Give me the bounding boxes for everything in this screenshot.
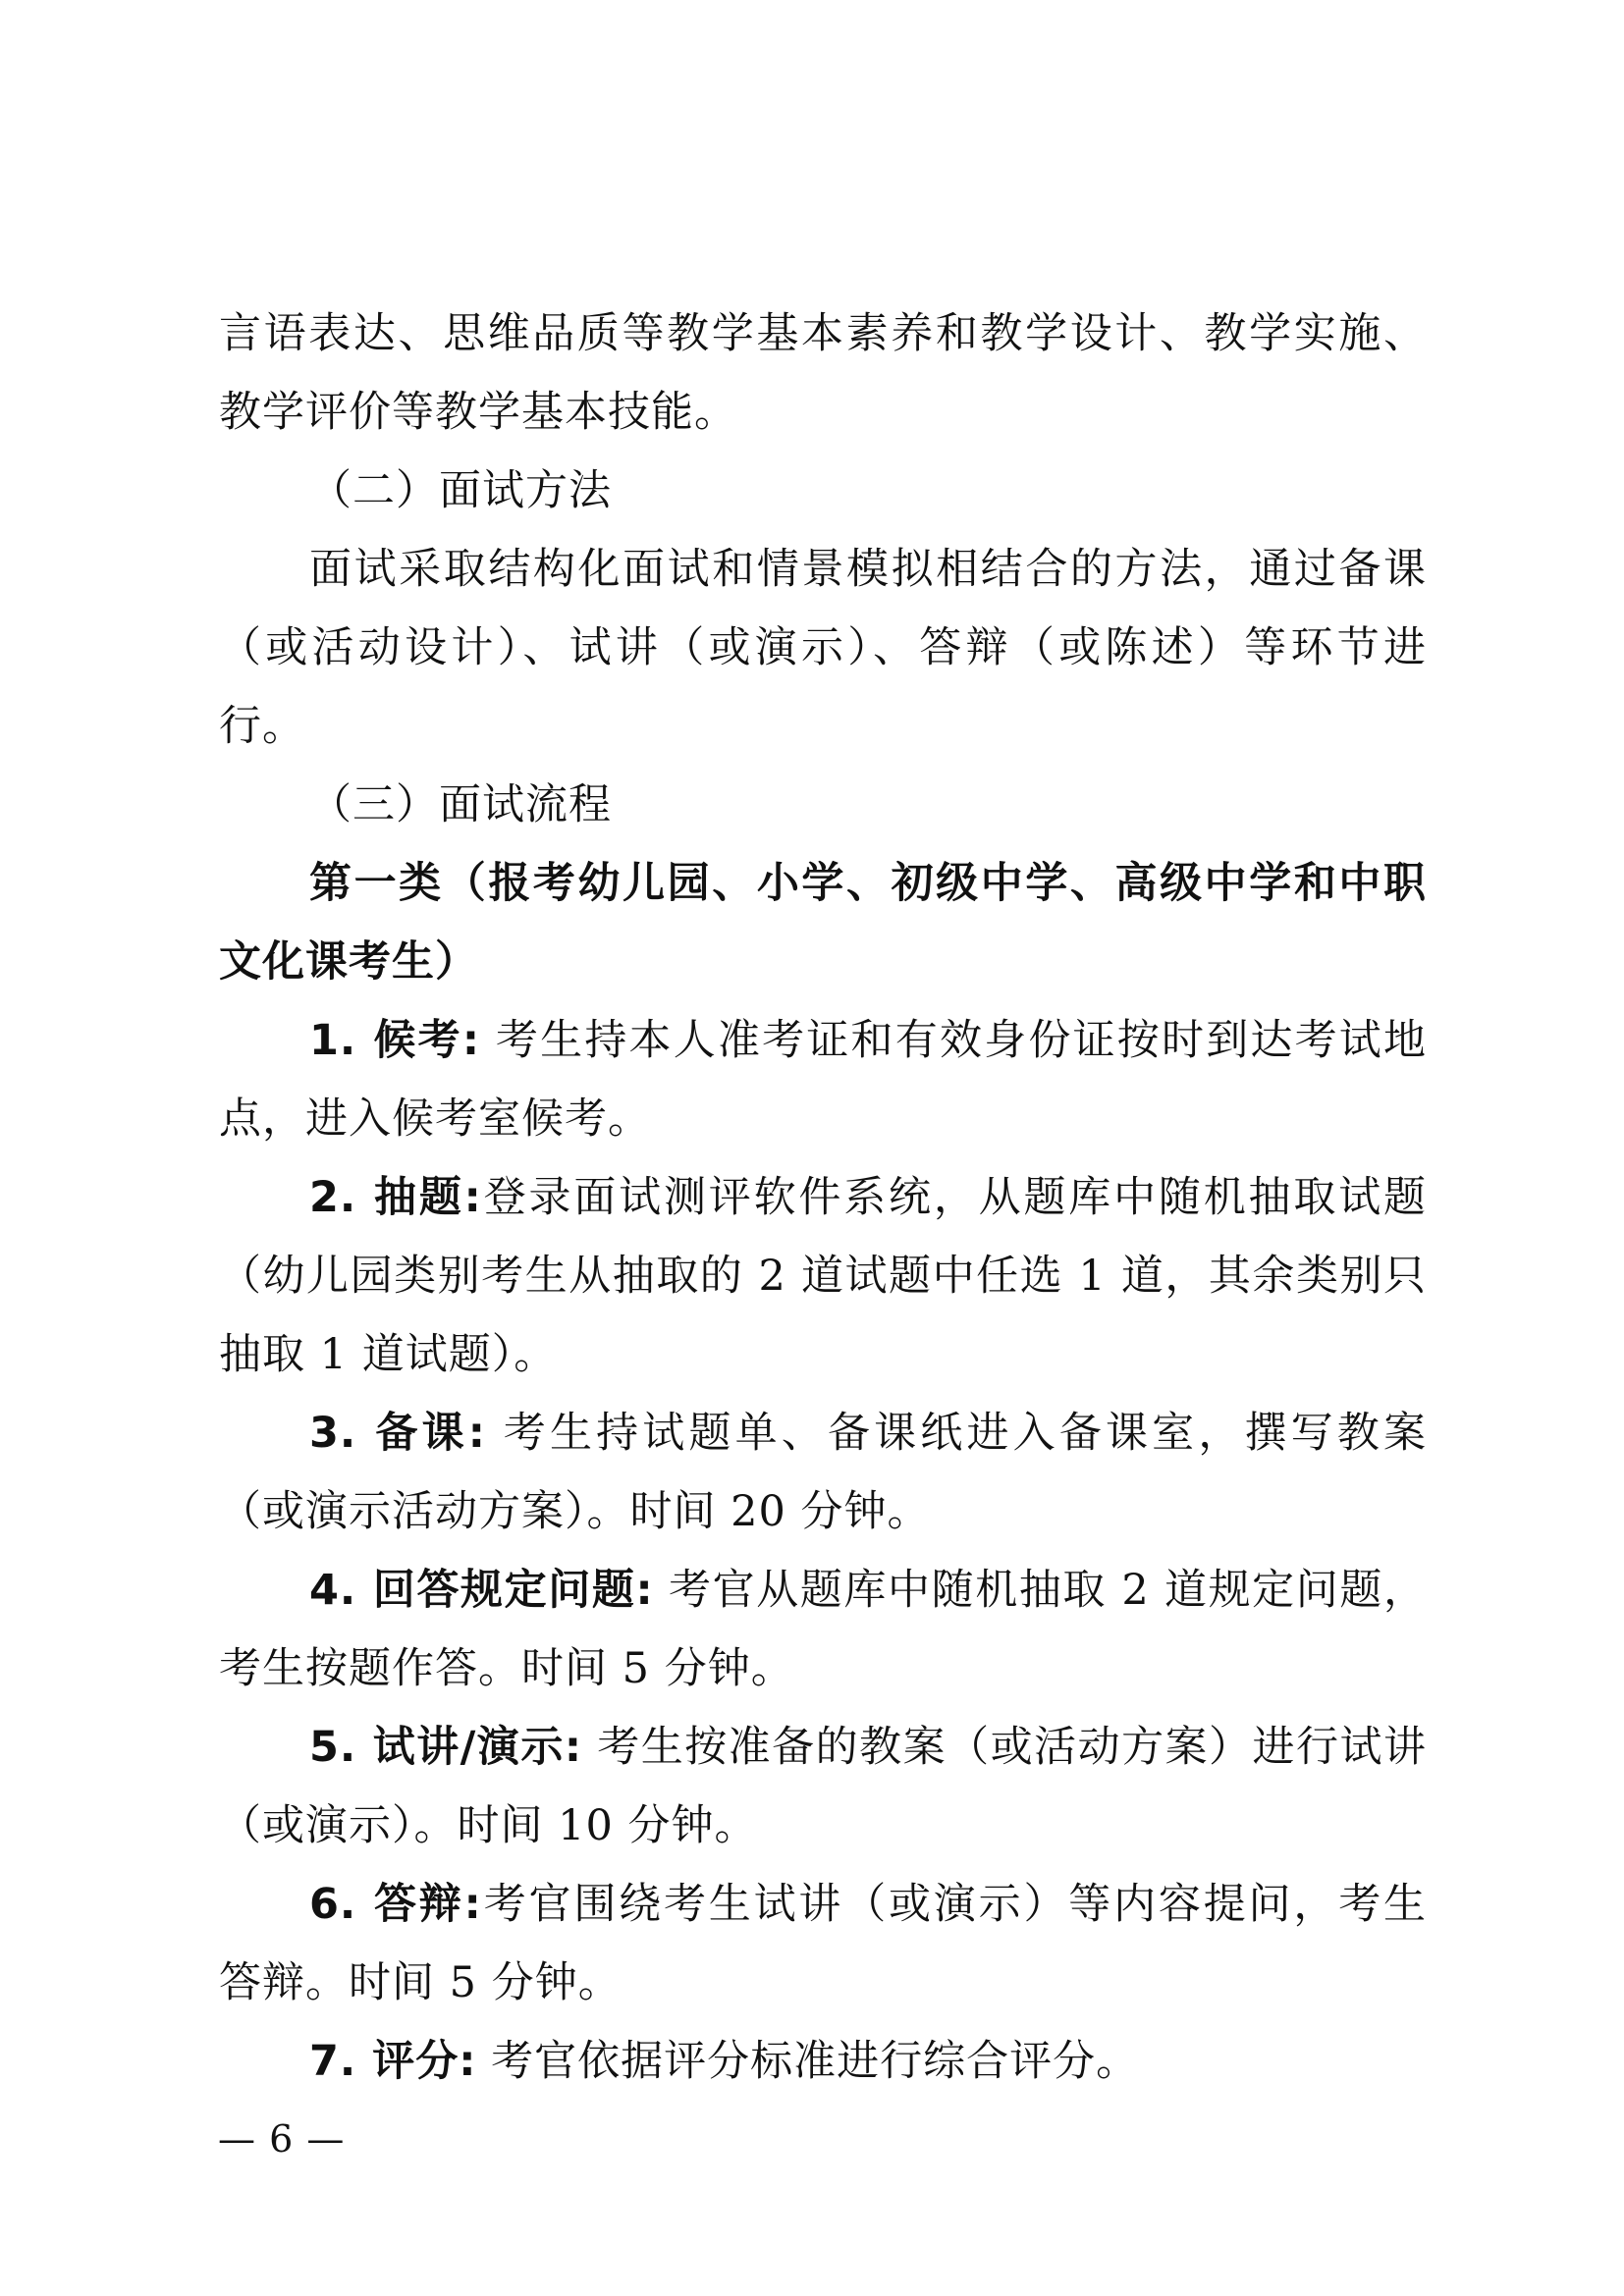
- step-lesson-preparation: [219, 1394, 1427, 1551]
- step-label: 2. 抽题:: [309, 1173, 482, 1222]
- section-heading-interview-process: （三）面试流程: [309, 780, 612, 829]
- step-label: 5. 试讲/演示:: [309, 1723, 583, 1772]
- step-label: 3. 备课:: [309, 1409, 486, 1458]
- step-text: 登录面试测评软件系统，从题库中随机抽取试题（幼儿园类别考生从抽取的 2 道试题中任选 1 道，其余类别只抽取 1 道试题）。: [219, 1173, 1428, 1379]
- step-text: 考生持试题单、备课纸进入备课室，撰写教案（或演示活动方案）。时间 20 分钟。: [219, 1409, 1428, 1536]
- document-body: [219, 294, 1427, 2101]
- category-heading-first-class: 第一类（报考幼儿园、小学、初级中学、高级中学和中职文化课考生）: [219, 859, 1427, 987]
- paragraph-teaching-skills: 言语表达、思维品质等教学基本素养和教学设计、教学实施、教学评价等教学基本技能。: [219, 309, 1427, 437]
- step-text: 考官从题库中随机抽取 2 道规定问题，考生按题作答。时间 5 分钟。: [219, 1566, 1427, 1693]
- step-text: 考生按准备的教案（或活动方案）进行试讲（或演示）。时间 10 分钟。: [219, 1723, 1427, 1850]
- step-label: 4. 回答规定问题:: [309, 1566, 654, 1615]
- step-text: 考生持本人准考证和有效身份证按时到达考试地点，进入候考室候考。: [219, 1016, 1428, 1144]
- step-waiting: [219, 1001, 1427, 1158]
- step-draw-question: [219, 1158, 1427, 1394]
- step-text: 考官围绕考生试讲（或演示）等内容提问，考生答辩。时间 5 分钟。: [219, 1880, 1428, 2007]
- step-label: 7. 评分:: [309, 2037, 477, 2086]
- step-text: 考官依据评分标准进行综合评分。: [476, 2037, 1140, 2086]
- section-heading-interview-method: （二）面试方法: [309, 466, 612, 515]
- step-scoring: [219, 2022, 1427, 2101]
- step-defense: [219, 1865, 1427, 2022]
- step-trial-lecture: [219, 1708, 1427, 1865]
- step-label: 6. 答辩:: [309, 1880, 482, 1929]
- page-number: — 6 —: [218, 2117, 346, 2161]
- step-required-questions: [219, 1551, 1427, 1708]
- step-label: 1. 候考:: [309, 1016, 481, 1065]
- paragraph-interview-method: 面试采取结构化面试和情景模拟相结合的方法，通过备课（或活动设计）、试讲（或演示）、答辩（或陈述）等环节进行。: [219, 545, 1427, 751]
